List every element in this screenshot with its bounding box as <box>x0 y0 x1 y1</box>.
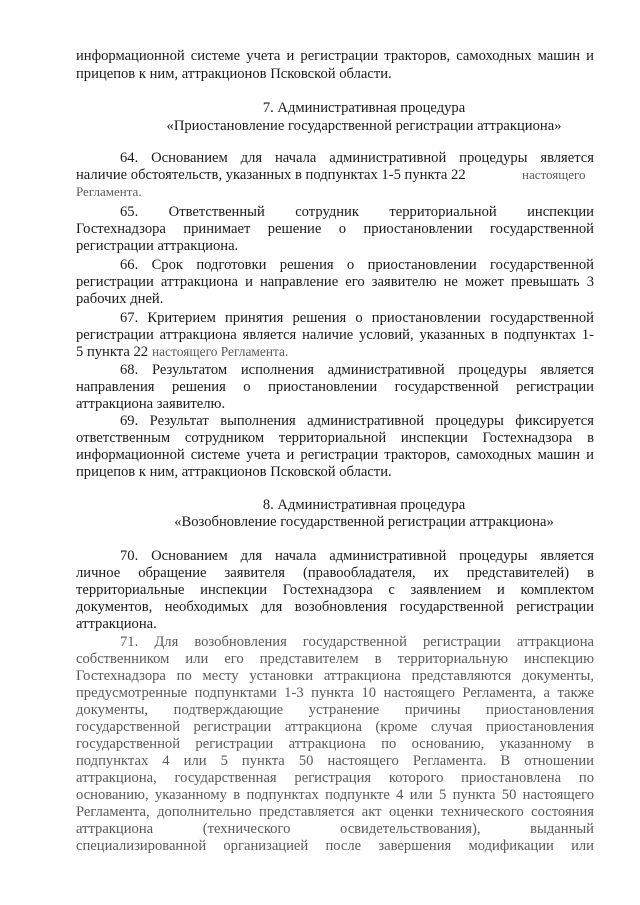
p70-line-4: документов, необходимых для возобновления государственной регистрации <box>76 599 594 615</box>
p69-line-3: информационной системе учета и регистрации тракторов, самоходных машин и <box>76 447 594 463</box>
section-7-title: «Приостановление государственной регистрации аттракциона» <box>166 118 562 134</box>
p64-line-3: Регламента. <box>76 184 142 199</box>
p67-line-3-tail: настоящего Регламента. <box>152 344 289 359</box>
section-8-heading: 8. Административная процедура <box>262 497 466 513</box>
p70-line-1: 70. Основанием для начала административной процедуры является <box>120 548 594 564</box>
p71-line-12: аттракциона (технического освидетельствования), выданный <box>76 821 594 837</box>
p71-line-13: специализированной организацией после завершения модификации или <box>76 838 594 854</box>
p65-line-2: Гостехнадзора принимает решение о приостановлении государственной <box>76 221 594 237</box>
p71-line-2: собственником или его представителем в территориальную инспекцию <box>76 651 594 667</box>
section-7-heading: 7. Административная процедура <box>262 100 466 116</box>
p67-line-3: 5 пункта 22 <box>76 344 149 360</box>
p71-line-11: Регламента, дополнительно представляется акт оценки технического состояния <box>76 804 594 820</box>
p68-line-3: аттракциона заявителю. <box>76 396 226 412</box>
p71-line-10: основанию, указанному в подпунктах подпункте 4 или 5 пункта 50 настоящего <box>76 787 594 803</box>
p71-line-8: подпунктах 4 или 5 пункта 50 настоящего Регламента. В отношении <box>76 753 594 769</box>
p64-line-1: 64. Основанием для начала административной процедуры является <box>120 150 594 166</box>
p70-line-2: личное обращение заявителя (правообладателя, их представителей) в <box>76 565 594 581</box>
p67-line-1: 67. Критерием принятия решения о приостановлении государственной <box>120 310 594 326</box>
p68-line-2: направления решения о приостановлении государственной регистрации <box>76 379 594 395</box>
p69-line-2: ответственным сотрудником территориальной инспекции Гостехнадзора в <box>76 430 594 446</box>
p68-line-1: 68. Результатом исполнения административной процедуры является <box>120 362 594 378</box>
p64-line-2: наличие обстоятельств, указанных в подпунктах 1-5 пункта 22 <box>76 167 466 183</box>
p69-line-1: 69. Результат выполнения административной процедуры фиксируется <box>120 413 594 429</box>
p65-line-3: регистрации аттракциона. <box>76 238 239 254</box>
p70-line-3: территориальные инспекции Гостехнадзора с заявлением и комплектом <box>76 582 594 598</box>
p67-line-2: регистрации аттракциона является наличие условий, указанных в подпунктах 1- <box>76 327 594 343</box>
p70-line-5: аттракциона. <box>76 616 157 632</box>
p66-line-3: рабочих дней. <box>76 291 164 307</box>
p71-line-4: предусмотренные подпунктами 1-3 пункта 10 настоящего Регламента, а также <box>76 685 594 701</box>
p71-line-5: документы, подтверждающие устранение причины приостановления <box>76 702 594 718</box>
p65-line-1: 65. Ответственный сотрудник территориальной инспекции <box>120 204 594 220</box>
p64-line-2-tail: настоящего <box>522 167 586 182</box>
p66-line-2: регистрации аттракциона и направление его заявителю не может превышать 3 <box>76 274 594 290</box>
intro-line-2: прицепов к ним, аттракционов Псковской области. <box>76 66 392 82</box>
p69-line-4: прицепов к ним, аттракционов Псковской области. <box>76 464 392 480</box>
p71-line-3: Гостехнадзора по месту установки аттракциона представляются документы, <box>76 668 594 684</box>
p71-line-9: аттракциона, государственная регистрация которого приостановлена по <box>76 770 594 786</box>
p71-line-1: 71. Для возобновления государственной регистрации аттракциона <box>120 634 594 650</box>
p71-line-7: государственной регистрации аттракциона по основанию, указанному в <box>76 736 594 752</box>
section-8-title: «Возобновление государственной регистрации аттракциона» <box>174 514 554 530</box>
intro-line-1: информационной системе учета и регистрации тракторов, самоходных машин и <box>76 48 594 64</box>
p71-line-6: государственной регистрации аттракциона (кроме случая приостановления <box>76 719 594 735</box>
p66-line-1: 66. Срок подготовки решения о приостановлении государственной <box>120 257 594 273</box>
